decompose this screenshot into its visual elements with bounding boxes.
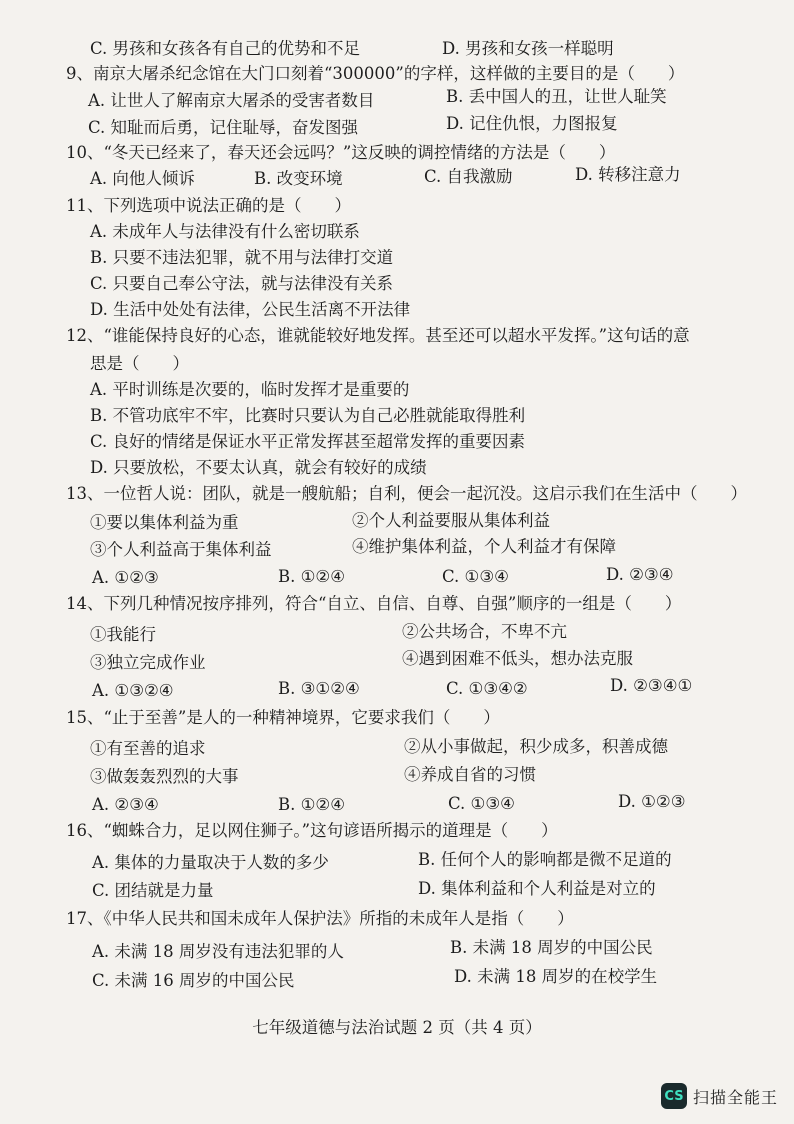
q17-stem: 17、《中华人民共和国未成年人保护法》所指的未成年人是指（ ） [66, 909, 574, 928]
q11-option-b: B. 只要不违法犯罪，就不用与法律打交道 [90, 248, 394, 267]
q15-option-c: C. ①③④ [448, 794, 515, 813]
q17-option-c: C. 未满 16 周岁的中国公民 [92, 971, 295, 990]
q15-statement-4: ④养成自省的习惯 [404, 765, 536, 784]
q10-option-c: C. 自我激励 [424, 167, 513, 186]
q15-stem: 15、“止于至善”是人的一种精神境界，它要求我们（ ） [66, 708, 500, 727]
q17-option-d: D. 未满 18 周岁的在校学生 [454, 967, 658, 986]
q11-option-c: C. 只要自己奉公守法，就与法律没有关系 [90, 274, 394, 293]
q9-option-d: D. 记住仇恨，力图报复 [446, 114, 618, 133]
watermark-text: 扫描全能王 [692, 1087, 778, 1107]
q10-option-b: B. 改变环境 [254, 169, 343, 188]
q9-option-a: A. 让世人了解南京大屠杀的受害者数目 [88, 91, 375, 110]
q11-stem: 11、下列选项中说法正确的是（ ） [66, 196, 351, 215]
q14-statement-4: ④遇到困难不低头，想办法克服 [402, 649, 633, 668]
q12-option-d: D. 只要放松，不要太认真，就会有较好的成绩 [90, 458, 427, 477]
q13-statement-3: ③个人利益高于集体利益 [90, 540, 272, 559]
q14-stem: 14、下列几种情况按序排列，符合“自立、自信、自尊、自强”顺序的一组是（ ） [66, 594, 682, 613]
q12-option-a: A. 平时训练是次要的，临时发挥才是重要的 [90, 380, 410, 399]
q16-option-d: D. 集体利益和个人利益是对立的 [418, 879, 656, 898]
q14-option-d: D. ②③④① [610, 676, 693, 695]
q15-statement-1: ①有至善的追求 [90, 739, 206, 758]
q14-statement-3: ③独立完成作业 [90, 653, 206, 672]
q11-option-d: D. 生活中处处有法律，公民生活离不开法律 [90, 300, 411, 319]
q9-option-c: C. 知耻而后勇，记住耻辱，奋发图强 [88, 118, 359, 137]
q14-option-c: C. ①③④② [446, 679, 528, 698]
q10-option-a: A. 向他人倾诉 [90, 169, 195, 188]
q17-option-a: A. 未满 18 周岁没有违法犯罪的人 [92, 942, 344, 961]
q14-statement-1: ①我能行 [90, 625, 156, 644]
q13-option-b: B. ①②④ [278, 567, 345, 586]
q9-stem: 9、南京大屠杀纪念馆在大门口刻着“300000”的字样，这样做的主要目的是（ ） [66, 64, 685, 83]
q14-option-b: B. ③①②④ [278, 679, 360, 698]
q15-statement-2: ②从小事做起，积少成多，积善成德 [404, 737, 668, 756]
q12-option-c: C. 良好的情绪是保证水平正常发挥甚至超常发挥的重要因素 [90, 432, 526, 451]
page-footer: 七年级道德与法治试题 2 页（共 4 页） [252, 1018, 542, 1037]
q15-option-b: B. ①②④ [278, 795, 345, 814]
q10-stem: 10、“冬天已经来了，春天还会远吗？”这反映的调控情绪的方法是（ ） [66, 143, 616, 162]
q16-option-b: B. 任何个人的影响都是微不足道的 [418, 850, 672, 869]
q15-option-a: A. ②③④ [92, 795, 159, 814]
q14-option-a: A. ①③②④ [92, 681, 174, 700]
q13-statement-1: ①要以集体利益为重 [90, 513, 239, 532]
q13-statement-2: ②个人利益要服从集体利益 [352, 511, 550, 530]
q12-stem-continued: 思是（ ） [90, 354, 189, 373]
q15-statement-3: ③做轰轰烈烈的大事 [90, 767, 239, 786]
q17-option-b: B. 未满 18 周岁的中国公民 [450, 938, 653, 957]
q9-option-b: B. 丢中国人的丑，让世人耻笑 [446, 87, 667, 106]
q16-stem: 16、“蜘蛛合力，足以网住狮子。”这句谚语所揭示的道理是（ ） [66, 821, 558, 840]
q13-stem: 13、一位哲人说：团队，就是一艘航船；自利，便会一起沉没。这启示我们在生活中（ ） [66, 484, 747, 503]
q10-option-d: D. 转移注意力 [575, 165, 681, 184]
q15-option-d: D. ①②③ [618, 792, 686, 811]
q16-option-c: C. 团结就是力量 [92, 881, 214, 900]
q13-option-d: D. ②③④ [606, 565, 674, 584]
q13-statement-4: ④维护集体利益，个人利益才有保障 [352, 537, 616, 556]
q8-option-c: C. 男孩和女孩各有自己的优势和不足 [90, 39, 361, 58]
q12-option-b: B. 不管功底牢不牢，比赛时只要认为自己必胜就能取得胜利 [90, 406, 526, 425]
q12-stem: 12、“谁能保持良好的心态，谁就能较好地发挥。甚至还可以超水平发挥。”这句话的意 [66, 326, 690, 345]
scanner-watermark [661, 1083, 778, 1109]
q11-option-a: A. 未成年人与法律没有什么密切联系 [90, 222, 360, 241]
q14-statement-2: ②公共场合，不卑不亢 [402, 622, 567, 641]
q8-option-d: D. 男孩和女孩一样聪明 [442, 39, 614, 58]
camscanner-logo-icon: CS [661, 1083, 687, 1109]
q16-option-a: A. 集体的力量取决于人数的多少 [92, 853, 329, 872]
q13-option-c: C. ①③④ [442, 567, 509, 586]
q13-option-a: A. ①②③ [92, 568, 159, 587]
